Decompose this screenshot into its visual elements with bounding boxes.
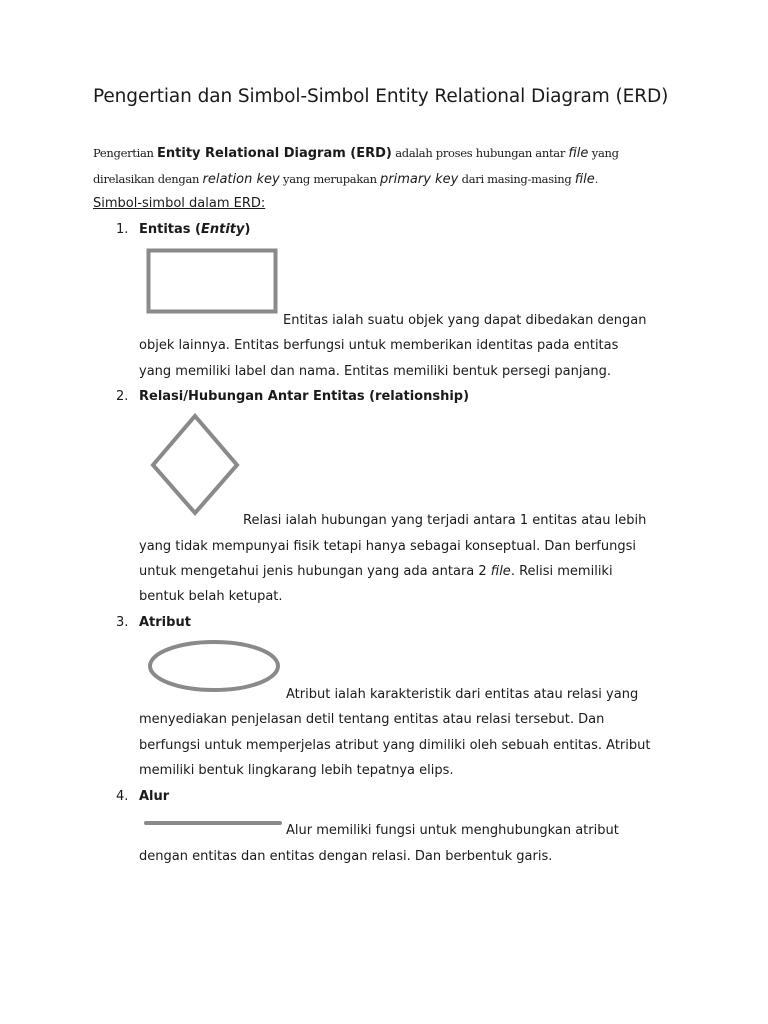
relasi-desc-line: bentuk belah ketupat. (139, 589, 283, 604)
line-icon (143, 818, 283, 828)
heading-text: ) (244, 222, 251, 237)
relasi-desc-line: Relasi ialah hubungan yang terjadi antara 1 entitas atau lebih (243, 513, 647, 528)
diamond-icon (148, 412, 242, 518)
intro-term: primary key (380, 172, 459, 187)
intro-line-1 (93, 145, 619, 161)
intro-term: relation key (202, 172, 280, 187)
atribut-desc-line: menyediakan penjelasan detil tentang entitas atau relasi tersebut. Dan (139, 712, 605, 727)
intro-text: direlasikan dengan (93, 172, 203, 186)
desc-text: untuk mengetahui jenis hubungan yang ada antara 2 (139, 564, 491, 579)
heading-text: Entitas ( (139, 222, 201, 237)
heading-italic: Entity (201, 222, 245, 237)
ellipse-icon (146, 638, 282, 694)
rectangle-icon (146, 248, 278, 314)
item-heading-atribut: Atribut (139, 615, 191, 630)
relasi-desc-line: yang tidak mempunyai fisik tetapi hanya sebagai konseptual. Dan berfungsi (139, 539, 637, 554)
desc-italic: file (490, 564, 511, 579)
desc-text: . Relisi memiliki (510, 564, 613, 579)
entitas-desc-line: objek lainnya. Entitas berfungsi untuk memberikan identitas pada entitas (139, 338, 619, 353)
list-number: 3. (116, 615, 129, 630)
list-number: 2. (116, 389, 129, 404)
intro-term: file (568, 146, 589, 161)
list-number: 1. (116, 222, 129, 237)
intro-text: . (594, 172, 599, 186)
entitas-desc-line: Entitas ialah suatu objek yang dapat dibedakan dengan (283, 313, 647, 328)
entitas-desc-line: yang memiliki label dan nama. Entitas memiliki bentuk persegi panjang. (139, 364, 612, 379)
alur-desc-line: dengan entitas dan entitas dengan relasi. Dan berbentuk garis. (139, 849, 553, 864)
intro-text: yang merupakan (279, 172, 381, 186)
intro-line-2 (93, 171, 598, 187)
document-title: Pengertian dan Simbol-Simbol Entity Relational Diagram (ERD) (93, 86, 669, 107)
atribut-desc-line: memiliki bentuk lingkarang lebih tepatnya elips. (139, 763, 454, 778)
item-heading-relasi: Relasi/Hubungan Antar Entitas (relationship) (139, 389, 470, 404)
intro-text: adalah proses hubungan antar (391, 146, 569, 160)
item-heading-entitas (139, 222, 250, 237)
alur-desc-line: Alur memiliki fungsi untuk menghubungkan atribut (286, 823, 619, 838)
intro-term: file (574, 172, 595, 187)
intro-text: yang (588, 146, 619, 160)
item-heading-alur: Alur (139, 789, 170, 804)
atribut-desc-line: Atribut ialah karakteristik dari entitas atau relasi yang (286, 687, 639, 702)
relasi-desc-line (139, 564, 613, 579)
intro-text: Pengertian (93, 146, 158, 160)
intro-term: Entity Relational Diagram (ERD) (157, 146, 392, 161)
section-subtitle: Simbol-simbol dalam ERD: (93, 196, 266, 211)
list-number: 4. (116, 789, 129, 804)
atribut-desc-line: berfungsi untuk memperjelas atribut yang dimiliki oleh sebuah entitas. Atribut (139, 738, 651, 753)
intro-text: dari masing-masing (458, 172, 575, 186)
